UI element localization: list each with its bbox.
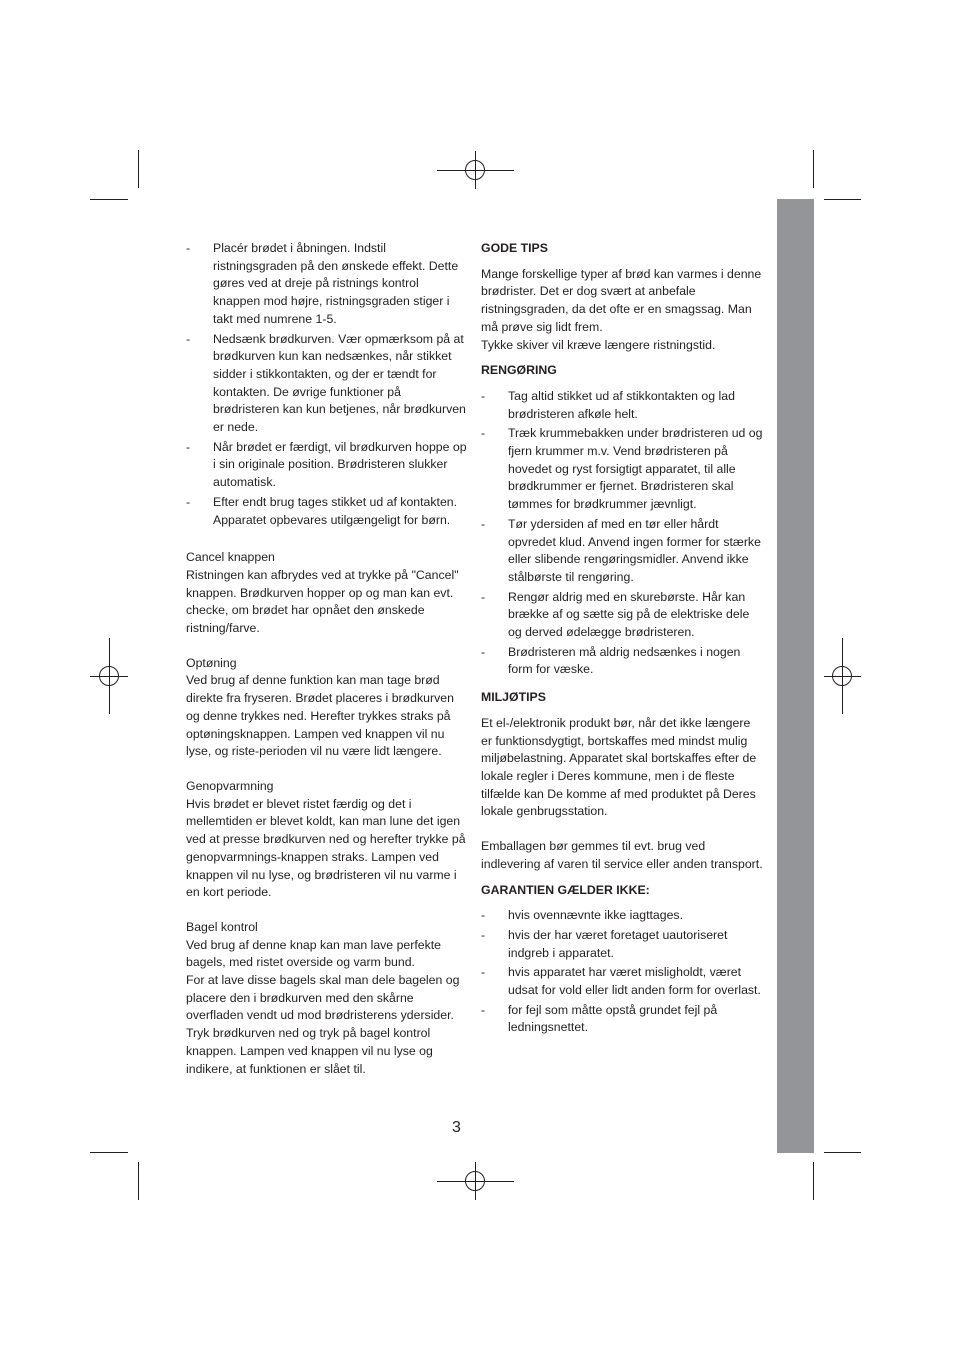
bagel-text: Ved brug af denne knap kan man lave perfekte bagels, med ristet overside og varm bund.: [186, 937, 441, 970]
crop-mark: [138, 150, 139, 188]
environment-heading: MILJØTIPS: [481, 690, 546, 705]
tips-text: Mange forskellige typer af brød kan varmes i denne brødrister. Det er dog svært at anbefale ristningsgraden, da det ofte er en smagssag. Man må prøve sig lidt frem.: [481, 266, 762, 334]
reheat-text: Hvis brødet er blevet ristet færdig og det i mellemtiden er blevet koldt, kan man lune det igen ved at presse brødkurven ned og herefter trykke på genopvarmnings-knappen straks. Lampen ved knappen vil nu lyse, og brødristeren vil nu varme i en kort periode.: [186, 796, 466, 900]
cancel-text: Ristningen kan afbrydes ved at trykke på "Cancel" knappen. Brødkurven hopper op og man kan evt. checke, om brødet har opnået den ønskede ristning/farve.: [186, 567, 459, 636]
list-item: - Når brødet er færdigt, vil brødkurven hoppe op i sin originale position. Brødristeren slukker automatisk.: [186, 439, 467, 490]
cancel-heading: Cancel knappen: [186, 550, 275, 565]
list-item: - Træk krummebakken under brødristeren ud og fjern krummer m.v. Vend brødristeren på hovedet og ryst forsigtigt apparatet, til alle brødkrummer er fjernet. Brødristeren skal tømmes for brødkrummer jævnligt.: [481, 426, 763, 512]
list-item: - Nedsænk brødkurven. Vær opmærksom på at brødkurven kun kan nedsænkes, når stikket sidder i stikkontakten, og der er tændt for kontakten. De øvrige funktioner på brødristeren kan kun betjenes, når brødkurven er nede.: [186, 331, 466, 435]
list-item: - Tør ydersiden af med en tør eller hårdt opvredet klud. Anvend ingen former for stærke eller slibende rengøringsmidler. Anvend ikke stålbørste til rengøring.: [481, 516, 761, 584]
defrost-text: Ved brug af denne funktion kan man tage brød direkte fra fryseren. Brødet placeres i brødkurven og denne trykkes ned. Herefter trykkes straks på optøningsknappen. Lampen ved knappen vil nu lyse, og riste-perioden vil nu være lidt længere.: [186, 673, 454, 759]
list-item: - hvis apparatet har været misligholdt, været udsat for vold eller lidt anden form for overlast.: [481, 965, 761, 998]
side-color-tab: [777, 199, 814, 1153]
page-number: 3: [452, 1119, 461, 1136]
reheat-heading: Genopvarmning: [186, 778, 274, 793]
cleaning-list: [481, 388, 763, 679]
list-item: - Tag altid stikket ud af stikkontakten og lad brødristeren afkøle helt.: [481, 388, 735, 421]
tips-text-2: Tykke skiver vil kræve længere ristningstid.: [481, 337, 716, 352]
usage-steps-list: [186, 240, 468, 529]
list-item: - Brødristeren må aldrig nedsænkes i nogen form for væske.: [481, 644, 741, 677]
list-item: - Efter endt brug tages stikket ud af kontakten. Apparatet opbevares utilgængeligt for børn.: [186, 494, 458, 527]
right-column: [481, 240, 763, 1039]
crop-mark: [813, 1162, 814, 1200]
left-column: [186, 240, 468, 1078]
list-item: - hvis der har været foretaget uautoriseret indgreb i apparatet.: [481, 927, 728, 960]
crop-mark: [813, 150, 814, 188]
defrost-heading: Optøning: [186, 655, 237, 670]
list-item: - for fejl som måtte opstå grundet fejl på ledningsnettet.: [481, 1002, 718, 1035]
warranty-list: [481, 907, 763, 1037]
crop-mark: [824, 199, 861, 200]
warranty-heading: GARANTIEN GÆLDER IKKE:: [481, 882, 650, 897]
list-item: - Placér brødet i åbningen. Indstil ristningsgraden på den ønskede effekt. Dette gøres ved at dreje på ristnings kontrol knappen mod højre, ristningsgraden stiger i takt med numrene 1-5.: [186, 241, 459, 326]
list-item: - Rengør aldrig med en skurebørste. Hår kan brække af og sætte sig på de elektriske dele og derved ødelægge brødristeren.: [481, 589, 750, 640]
crop-mark: [90, 199, 128, 200]
list-item: - hvis ovennævnte ikke iagttages.: [481, 908, 683, 923]
environment-text: Et el-/elektronik produkt bør, når det ikke længere er funktionsdygtigt, bortskaffes med mindst mulig miljøbelastning. Apparatet skal bortskaffes efter de lokale regler i Deres kommune, men i de fleste tilfælde kan De komme af med produktet på Deres lokale genbrugsstation.: [481, 715, 757, 819]
cleaning-heading: RENGØRING: [481, 363, 557, 378]
bagel-text-2: For at lave disse bagels skal man dele bagelen og placere den i brødkurven med den skårne overfladen vendt ud mod brødristerens ydersider. Tryk brødkurven ned og tryk på bagel kontrol knappen. Lampen ved knappen vil nu lyse og indikere, at funktionen er slået til.: [186, 973, 460, 1076]
crop-mark: [824, 1152, 861, 1153]
crop-mark: [90, 1152, 128, 1153]
tips-heading: GODE TIPS: [481, 241, 548, 255]
bagel-heading: Bagel kontrol: [186, 919, 258, 934]
environment-text-2: Emballagen bør gemmes til evt. brug ved indlevering af varen til service eller anden transport.: [481, 839, 763, 871]
crop-mark: [138, 1162, 139, 1200]
